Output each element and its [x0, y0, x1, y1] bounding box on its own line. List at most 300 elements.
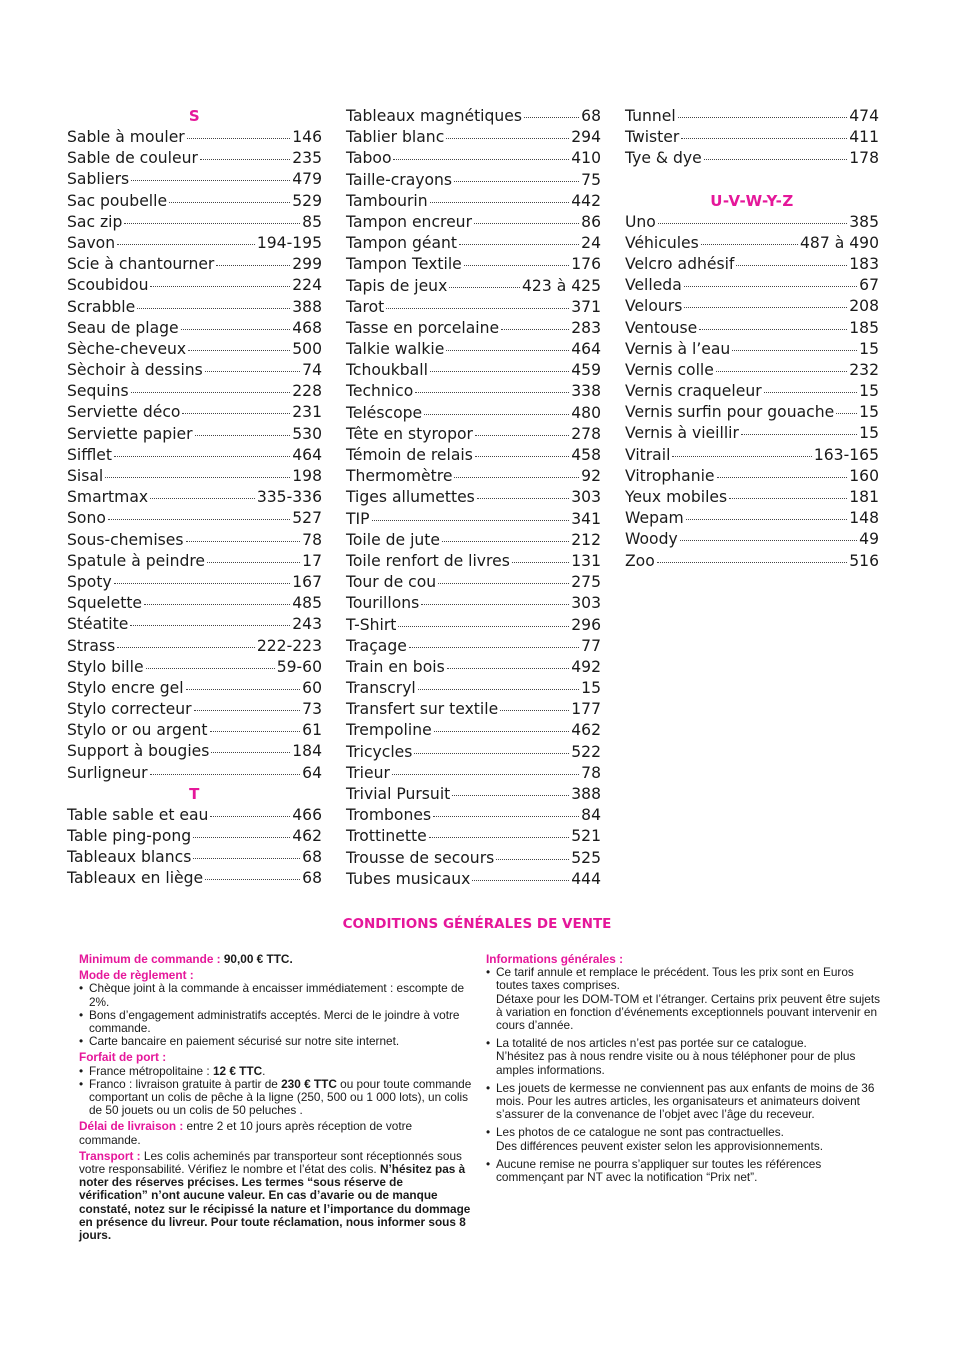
index-entry [346, 487, 601, 508]
entry-name: Sifflet [67, 445, 113, 464]
entry-name: Scie à chantourner [67, 255, 215, 274]
entry-name: Vernis surfin pour gouache [625, 403, 835, 422]
entry-page: 224 [292, 276, 322, 295]
dot-leader [205, 879, 300, 880]
index-entry [67, 275, 322, 296]
entry-name: Twister [625, 128, 680, 147]
index-entry [625, 360, 879, 381]
dot-leader [658, 223, 847, 224]
entry-page: 77 [581, 636, 601, 655]
forfait-text: France métropolitaine : [89, 1063, 213, 1078]
infos-label: Informations générales : [486, 952, 624, 966]
index-entry [346, 318, 601, 339]
index-entry [346, 826, 601, 847]
minimum-value: 90,00 € TTC. [223, 952, 293, 966]
entry-page: 75 [581, 170, 601, 189]
entry-page: 411 [849, 128, 879, 147]
dot-leader [409, 647, 579, 648]
entry-name: Teléscope [346, 403, 423, 422]
entry-page: 527 [292, 509, 322, 528]
dot-leader [701, 244, 798, 245]
entry-page: 85 [302, 212, 322, 231]
dot-leader [475, 435, 569, 436]
entry-page: 68 [302, 869, 322, 888]
entry-page: 68 [581, 107, 601, 125]
entry-name: Toile renfort de livres [346, 551, 510, 570]
index-entry [346, 805, 601, 826]
entry-name: Sequins [67, 382, 129, 401]
dot-leader [210, 731, 301, 732]
dot-leader [454, 477, 579, 478]
index-entry [67, 254, 322, 275]
index-entry [346, 381, 601, 402]
entry-page: 459 [571, 361, 601, 380]
dot-leader [475, 456, 569, 457]
entry-name: Trottinette [346, 827, 427, 846]
info-text: Aucune remise ne pourra s’appliquer sur toutes les références commençant par NT avec la notification “Prix net”. [496, 1156, 822, 1185]
index-entry [346, 869, 601, 890]
info-text: Les jouets de kermesse ne conviennent pas aux enfants de moins de 36 mois. Pour les autres articles, les organisateurs et animateurs doivent s’assurer de la convenance de l’objet avec l’âge du receveur. [496, 1080, 875, 1122]
delay-text: entre 2 et 10 jours après réception de votre commande. [79, 1119, 413, 1147]
forfait-text: ou pour toute commande comportant un colis de pêche à la ligne (250, 500 ou 1 000 lots), un colis de 50 jouets ou un colis de 50 peluches . [89, 1076, 472, 1118]
index-entry [67, 339, 322, 360]
entry-name: Support à bougies [67, 742, 210, 761]
dot-leader [187, 138, 291, 139]
entry-name: Scoubidou [67, 276, 149, 295]
dot-leader [459, 244, 579, 245]
entry-name: Tasse en porcelaine [346, 318, 500, 337]
index-entry [625, 296, 879, 317]
info-text: Les photos de ce catalogue ne sont pas contractuelles. [496, 1125, 784, 1140]
section-letter: T [189, 784, 200, 803]
index-entry [346, 615, 601, 636]
entry-page: 530 [292, 424, 322, 443]
index-column-2 [346, 106, 601, 890]
index-entry [346, 699, 601, 720]
entry-page: 299 [292, 255, 322, 274]
index-entry [67, 614, 322, 635]
entry-name: Tambourin [346, 191, 428, 210]
dot-leader [421, 604, 569, 605]
conditions-right [486, 953, 881, 1184]
entry-name: Transcryl [346, 679, 416, 698]
index-entry [346, 657, 601, 678]
entry-name: Strass [67, 636, 116, 655]
entry-page: 283 [571, 318, 601, 337]
index-entry [346, 127, 601, 148]
index-entry [67, 297, 322, 318]
entry-name: Trousse de secours [346, 848, 495, 867]
dot-leader [210, 816, 290, 817]
index-entry [67, 466, 322, 487]
dot-leader [434, 731, 570, 732]
info-text: Détaxe pour les DOM-TOM et l’étranger. Certains prix peuvent être sujets à variation en fonction d’événements exceptionnels pouvant intervenir en cours d’année. [496, 991, 880, 1033]
reglement-label: Mode de règlement : [79, 968, 194, 983]
index-entry [346, 466, 601, 487]
dot-leader [372, 520, 570, 521]
entry-name: Trempoline [346, 721, 432, 740]
transport-warning: N’hésitez pas à noter des réserves précises. Les termes “sous réserve de vérification” n’ont aucune valeur. En cas d’avarie ou de manque constaté, notez sur le récipissé la nature et l’importance du dommage en présence du livreur. Pour toute réclamation, nous informer sous 8 jours. [79, 1162, 471, 1243]
index-entry [67, 805, 322, 826]
entry-page: 73 [302, 700, 322, 719]
entry-page: 24 [581, 234, 601, 253]
delay-label: Délai de livraison : [79, 1119, 184, 1134]
entry-page: 275 [571, 573, 601, 592]
entry-page: 442 [571, 191, 601, 210]
dot-leader [195, 435, 291, 436]
index-entry [67, 551, 322, 572]
index-entry [346, 424, 601, 445]
entry-page: 235 [292, 149, 322, 168]
section-letter: S [188, 107, 201, 125]
entry-page: 278 [571, 424, 601, 443]
entry-page: 146 [292, 128, 322, 146]
index-entry [625, 466, 879, 487]
dot-leader [764, 392, 858, 393]
entry-name: Sisal [67, 467, 104, 485]
dot-leader [114, 456, 290, 457]
entry-page: 61 [302, 721, 322, 740]
entry-name: Spatule à peindre [67, 551, 206, 570]
index-entry [67, 191, 322, 212]
entry-page: 500 [292, 339, 322, 358]
entry-name: Véhicules [625, 233, 699, 252]
entry-name: Tampon encreur [346, 212, 472, 231]
entry-page: 466 [292, 805, 322, 824]
dot-leader [131, 392, 291, 393]
index-entry [67, 402, 322, 423]
index-entry [67, 741, 322, 762]
entry-page: 74 [302, 361, 322, 380]
entry-name: Serviette déco [67, 403, 181, 422]
dot-leader [211, 752, 290, 753]
dot-leader [430, 371, 569, 372]
dot-leader [117, 647, 255, 648]
entry-page: 474 [849, 107, 879, 125]
dot-leader [131, 180, 290, 181]
entry-page: 92 [581, 467, 601, 486]
reglement-item: • Chèque joint à la commande à encaisser immédiatement : escompte de 2%. [79, 982, 474, 1008]
dot-leader [657, 562, 847, 563]
delivery-delay [79, 1120, 474, 1146]
entry-page: 176 [571, 255, 601, 274]
dot-leader [686, 519, 847, 520]
entry-name: Train en bois [346, 657, 445, 676]
entry-page: 68 [302, 848, 322, 867]
dot-leader [429, 837, 570, 838]
entry-name: Sac zip [67, 212, 123, 231]
dot-leader [193, 837, 290, 838]
entry-page: 410 [571, 149, 601, 168]
entry-page: 480 [571, 403, 601, 422]
info-text: Des différences peuvent exister selon les approvisionnements. [496, 1138, 824, 1153]
entry-page: 485 [292, 594, 322, 613]
dot-leader [500, 710, 569, 711]
conditions-left [79, 953, 474, 1242]
entry-page: 15 [859, 382, 879, 401]
index-entry [67, 212, 322, 233]
dot-leader [684, 307, 847, 308]
index-entry [625, 148, 879, 169]
dot-leader [424, 414, 569, 415]
index-entry [346, 551, 601, 572]
entry-page: 423 à 425 [522, 276, 601, 295]
entry-page: 231 [292, 403, 322, 422]
entry-page: 160 [849, 466, 879, 485]
dot-leader [207, 562, 300, 563]
entry-name: Sable de couleur [67, 149, 198, 168]
entry-page: 303 [571, 594, 601, 613]
index-entry [67, 593, 322, 614]
entry-name: Tiges allumettes [346, 488, 475, 507]
dot-leader [182, 413, 290, 414]
index-entry [67, 678, 322, 699]
dot-leader [105, 477, 290, 478]
entry-name: Tourillons [346, 594, 420, 613]
index-entry [625, 402, 879, 423]
dot-leader [169, 202, 290, 203]
info-item [486, 1082, 881, 1122]
entry-name: Serviette papier [67, 424, 193, 443]
entry-page: 84 [581, 806, 601, 825]
dot-leader [512, 562, 569, 563]
entry-name: Sèchoir à dessins [67, 361, 203, 380]
entry-name: Vernis craqueleur [625, 382, 762, 401]
dot-leader [474, 223, 579, 224]
dot-leader [442, 541, 569, 542]
dot-leader [524, 117, 579, 118]
index-entry [346, 360, 601, 381]
dot-leader [146, 668, 275, 669]
entry-page: 388 [292, 297, 322, 316]
entry-page: 458 [571, 446, 601, 464]
spacer [625, 170, 879, 191]
entry-page: 178 [849, 149, 879, 168]
minimum-label: Minimum de commande : [79, 952, 221, 966]
index-entry [346, 678, 601, 699]
entry-page: 479 [292, 170, 322, 189]
index-entry [67, 530, 322, 551]
entry-name: Vitrail [625, 445, 671, 464]
entry-page: 163-165 [813, 445, 879, 464]
info-item [486, 1158, 881, 1184]
entry-name: Stylo or ou argent [67, 721, 208, 740]
dot-leader [741, 434, 857, 435]
entry-name: Stylo encre gel [67, 678, 184, 697]
entry-name: Sous-chemises [67, 530, 184, 549]
forfait-label: Forfait de port : [79, 1050, 167, 1065]
dot-leader [130, 625, 290, 626]
entry-page: 462 [571, 721, 601, 740]
forfait-price: 230 € TTC [281, 1076, 337, 1091]
dot-leader [216, 265, 290, 266]
entry-name: Savon [67, 233, 116, 252]
entry-name: Wepam [625, 509, 684, 528]
index-entry [346, 742, 601, 763]
entry-page: 294 [571, 128, 601, 147]
dot-leader [181, 329, 291, 330]
index-entry [625, 106, 879, 127]
entry-page: 296 [571, 615, 601, 634]
index-entry [346, 445, 601, 466]
index-entry [346, 636, 601, 657]
index-entry [625, 423, 879, 444]
entry-page: 198 [292, 467, 322, 485]
index-entry [625, 445, 879, 466]
index-entry [346, 403, 601, 424]
index-entry [625, 212, 879, 233]
dot-leader [150, 286, 290, 287]
dot-leader [454, 181, 579, 182]
entry-name: Zoo [625, 551, 655, 570]
index-entry [346, 191, 601, 212]
index-entry [625, 339, 879, 360]
entry-page: 15 [859, 339, 879, 358]
dot-leader [188, 350, 290, 351]
section-letter: U-V-W-Y-Z [710, 191, 794, 210]
forfait-item [79, 1078, 474, 1118]
dot-leader [398, 626, 569, 627]
index-entry [346, 509, 601, 530]
entry-name: Table sable et eau [67, 805, 209, 824]
entry-name: Tableaux magnétiques [346, 107, 523, 125]
dot-leader [150, 498, 255, 499]
index-entry [346, 784, 601, 805]
entry-name: Tampon Textile [346, 255, 462, 274]
entry-name: Trombones [346, 806, 432, 825]
entry-page: 464 [292, 445, 322, 464]
entry-page: 522 [571, 742, 601, 761]
dot-leader [501, 329, 569, 330]
entry-name: T-Shirt [346, 615, 397, 634]
entry-name: Témoin de relais [346, 446, 473, 464]
entry-page: 167 [292, 572, 322, 591]
entry-page: 222-223 [256, 636, 322, 655]
index-entry [625, 318, 879, 339]
dot-leader [446, 138, 569, 139]
entry-name: Squelette [67, 594, 143, 613]
entry-page: 228 [292, 382, 322, 401]
dot-leader [124, 223, 300, 224]
dot-leader [150, 774, 301, 775]
dot-leader [200, 159, 290, 160]
index-entry [67, 868, 322, 889]
entry-name: Technico [346, 382, 414, 401]
index-entry [67, 572, 322, 593]
entry-page: 49 [859, 530, 879, 549]
index-entry [67, 720, 322, 741]
entry-page: 529 [292, 191, 322, 210]
forfait-price: 12 € TTC [212, 1063, 263, 1078]
entry-page: 86 [581, 212, 601, 231]
transport-label: Transport : [79, 1148, 141, 1163]
entry-name: Surligneur [67, 763, 148, 782]
index-column-1 [67, 106, 322, 890]
entry-page: 487 à 490 [800, 233, 879, 252]
dot-leader [680, 540, 857, 541]
index-entry [67, 445, 322, 466]
entry-name: Stylo correcteur [67, 700, 192, 719]
dot-leader [114, 583, 291, 584]
dot-leader [438, 583, 569, 584]
dot-leader [186, 689, 301, 690]
entry-page: 59-60 [276, 657, 322, 676]
forfait-text: . [262, 1063, 266, 1078]
entry-page: 78 [581, 763, 601, 782]
entry-page: 60 [302, 678, 322, 697]
infos-list [486, 966, 881, 1184]
entry-page: 194-195 [256, 233, 322, 252]
entry-name: Sable à mouler [67, 128, 185, 146]
index-entry [346, 212, 601, 233]
dot-leader [472, 880, 569, 881]
entry-name: Tablier blanc [346, 128, 445, 147]
dot-leader [452, 795, 569, 796]
index-entry [346, 106, 601, 127]
entry-name: Tour de cou [346, 573, 437, 592]
dot-leader [430, 202, 570, 203]
entry-page: 303 [571, 488, 601, 507]
entry-page: 464 [571, 340, 601, 359]
info-text: N’hésitez pas à nous rendre visite ou à nous téléphoner pour de plus amples informations. [496, 1049, 856, 1077]
entry-name: Sèche-cheveux [67, 339, 187, 358]
dot-leader [704, 159, 848, 160]
index-entry [346, 297, 601, 318]
transport-body: Les colis acheminés par transporteur sont réceptionnés sous votre responsabilité. Vérifiez le nombre et l’état des colis. [79, 1148, 462, 1177]
entry-page: 15 [859, 424, 879, 443]
entry-name: Tableaux en liège [67, 869, 204, 888]
entry-name: Tête en styropor [346, 424, 473, 443]
index-entry [67, 636, 322, 657]
index-entry [625, 127, 879, 148]
index-entry [67, 381, 322, 402]
dot-leader [193, 858, 300, 859]
entry-page: 444 [571, 869, 601, 888]
dot-leader [681, 138, 847, 139]
entry-page: 78 [302, 530, 322, 549]
dot-leader [415, 392, 569, 393]
entry-name: Stylo bille [67, 657, 144, 676]
entry-name: Traçage [346, 636, 407, 655]
dot-leader [386, 308, 569, 309]
index-entry [67, 360, 322, 381]
entry-page: 183 [849, 254, 879, 273]
entry-name: Stéatite [67, 615, 129, 634]
dot-leader [447, 668, 570, 669]
entry-name: Vernis à l’eau [625, 339, 731, 358]
entry-page: 15 [581, 679, 601, 698]
dot-leader [137, 308, 290, 309]
entry-name: Spoty [67, 572, 112, 591]
entry-name: Trivial Pursuit [346, 785, 451, 803]
entry-page: 148 [849, 509, 879, 528]
entry-name: Taille-crayons [346, 170, 453, 189]
info-text: La totalité de nos articles n’est pas portée sur ce catalogue. [496, 1036, 807, 1051]
index-entry [346, 530, 601, 551]
entry-name: Toile de jute [346, 530, 441, 549]
entry-page: 492 [571, 657, 601, 676]
entry-name: Taboo [346, 149, 392, 168]
index-entry [67, 508, 322, 529]
dot-leader [717, 477, 848, 478]
entry-name: Sabliers [67, 170, 130, 189]
entry-page: 341 [571, 509, 601, 528]
minimum-order [79, 953, 474, 966]
entry-page: 468 [292, 318, 322, 337]
entry-name: Ventouse [625, 318, 698, 337]
index-entry [67, 148, 322, 169]
entry-name: Tubes musicaux [346, 869, 471, 888]
